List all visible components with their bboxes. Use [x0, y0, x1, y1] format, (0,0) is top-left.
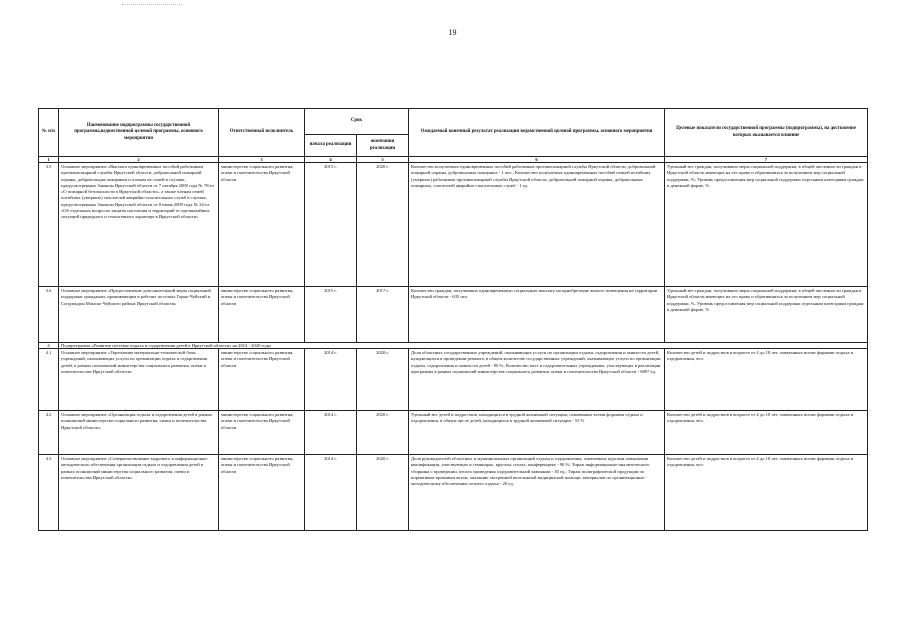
target-indicators: Удельный вес граждан, получивших меры социальной поддержки, в общей численности граждан в Иркутской области,имеющих на это право и обратившихся за получением мер социальной поддержки, %; Уровень предоставления мер социальной поддержки отдельным категориям граждан в денежной форме, %: [665, 163, 868, 287]
row-number: 4.3: [39, 455, 59, 531]
target-indicators: Количество детей и подростков в возрасте от 4 до 18 лет, охваченных всеми формами отдыха и оздоровления, чел.: [665, 455, 868, 531]
executor: министерство социального развития, опеки и попечительства Иркутской области: [219, 163, 305, 287]
start-year: 2015 г.: [305, 163, 357, 287]
col-header-num: № п/п: [39, 109, 59, 157]
table-row: [39, 411, 868, 455]
end-year: 2020 г.: [357, 455, 409, 531]
row-number: 3.5: [39, 163, 59, 287]
executor: министерство социального развития, опеки и попечительства Иркутской области: [219, 349, 305, 411]
start-year: 2014 г.: [305, 455, 357, 531]
executor: министерство социального развития, опеки и попечительства Иркутской области: [219, 287, 305, 343]
column-number: 7: [665, 157, 868, 163]
table-row: [39, 163, 868, 287]
column-number: 6: [409, 157, 665, 163]
col-header-start: начала реализации: [305, 135, 357, 157]
end-year: 2017 г.: [357, 287, 409, 343]
row-number: 4.2: [39, 411, 59, 455]
section-title: Подпрограмма «Развитие системы отдыха и оздоровления детей в Иркутской области» на 2014 - 2020 годы: [59, 343, 868, 349]
executor: министерство социального развития, опеки и попечительства Иркутской области: [219, 411, 305, 455]
col-header-result: Ожидаемый конечный результат реализации ведомственной целевой программы, основного мероприятия: [409, 109, 665, 157]
end-year: 2020 г.: [357, 163, 409, 287]
measure-name: Основное мероприятие «Предоставление дополнительной меры социальной поддержки гражданам, проживающим в рабочих поселках Горно-Чуйский и Согдиондон Мамско-Чуйского района Иркутской области»: [59, 287, 219, 343]
target-indicators: Количество детей и подростков в возрасте от 4 до 18 лет, охваченных всеми формами отдыха и оздоровления, чел.: [665, 349, 868, 411]
expected-result: Количество получаемых единовременных пособий работников противопожарной службы Иркутской области, добровольной пожарной охраны, добровольных пожарных - 1 чел.; Количество получаемых единовременных пособий семьей погибших (умерших) работников противопожарной службы Иркутской области, добровольной пожарной охраны, добровольных пожарных, спасателей аварийно-спасательных служб - 1 ед.: [409, 163, 665, 287]
page-number: 19: [448, 28, 457, 37]
column-number: 1: [39, 157, 59, 163]
measure-name: Основное мероприятие «Организация отдыха и оздоровления детей в рамках полномочий министерства социального развития, опеки и попечительства Иркутской области»: [59, 411, 219, 455]
column-number: 4: [305, 157, 357, 163]
measure-name: Основное мероприятие «Совершенствование кадрового и информационно-методического обеспечения организации отдыха и оздоровления детей в рамках полномочий министерства социального развития, опеки и попечительства Иркутской области»: [59, 455, 219, 531]
program-table-wrap: [38, 108, 867, 531]
target-indicators: Удельный вес граждан, получивших меры социальной поддержки, в общей численности граждан в Иркутской области,имеющих на это право и обратившихся за получением мер социальной поддержки, %. Уровень предоставления мер социальной поддержки отдельным категориям граждан в денежной форме, %: [665, 287, 868, 343]
section-number: 4: [39, 343, 59, 349]
expected-result: Количество граждан, получивших единовременную социальную выплату на приобретение жилого помещения на территории Иркутской области - 635 чел.: [409, 287, 665, 343]
executor: министерство социального развития, опеки и попечительства Иркутской области: [219, 455, 305, 531]
target-indicators: Количество детей и подростков в возрасте от 4 до 18 лет, охваченных всеми формами отдыха и оздоровления, чел.: [665, 411, 868, 455]
end-year: 2020 г.: [357, 349, 409, 411]
column-number: 5: [357, 157, 409, 163]
measure-name: Основное мероприятие «Укрепление материально-технической базы учреждений, оказывающих услуги по организации отдыха и оздоровления детей, в рамках полномочий министерства социального развития, опеки и попечительства Иркутской области»: [59, 349, 219, 411]
table-row: [39, 455, 868, 531]
expected-result: Доля руководителей областных и муниципальных организаций отдыха и оздоровления, охваченных курсами повышения квалификации, участвующих в семинарах, круглых столах, конференциях - 90 %; Тираж информационно-аналитического сборника о проведении, итогах проведения оздоровительной кампании - 30 ед.; Тираж полиграфической продукции по нормативно-правовым актам, оказанию экстренной неотложной медицинской помощи, материалов по организационно-методическому обеспечению летнего отдыха - 20 ед.: [409, 455, 665, 531]
expected-result: Удельный вес детей и подростков, находящихся в трудной жизненной ситуации, охваченных всеми формами отдыха и оздоровления, в общем числе детей, находящихся в трудной жизненной ситуации - 55 %: [409, 411, 665, 455]
expected-result: Доля областных государственных учреждений, оказывающих услуги по организации отдыха, оздоровления и занятости детей, нуждающихся в проведении ремонта, в общем количестве государственных учреждений, оказывающих услуги по организации отдыха, оздоровления и занятости детей - 96 %; Количество мест в оздоровительных учреждениях, участвующих в реализации программы в рамках полномочий министерства социального развития, опеки и попечительства Иркутской области - 6807 ед.: [409, 349, 665, 411]
measure-name: Основное мероприятие «Выплата единовременных пособий работникам противопожарной службы Иркутской области, добровольной пожарной охраны, добровольцам пожарным и членам их семей в случаях, предусмотренных Законом Иркутской области от 7 октября 2008 года № 78-оз «О пожарной безопасности в Иркутской области», а также членам семей погибших (умерших) спасателей аварийно-спасательных служб в случаях, предусмотренных Законом Иркутской области от 8 июня 2009 года № 34-оз «Об отдельных вопросах защиты населения и территорий от чрезвычайных ситуаций природного и техногенного характера в Иркутской области»: [59, 163, 219, 287]
col-header-executor: Ответственный исполнитель: [219, 109, 305, 157]
col-header-term: Срок: [305, 109, 409, 135]
row-number: 4.1: [39, 349, 59, 411]
scan-artifact: [122, 0, 182, 5]
program-table: [38, 108, 868, 531]
start-year: 2015 г.: [305, 287, 357, 343]
column-number: 3: [219, 157, 305, 163]
col-header-name: Наименование подпрограммы государственной программы,ведомственной целевой программы, основного мероприятия: [59, 109, 219, 157]
column-number: 2: [59, 157, 219, 163]
start-year: 2014 г.: [305, 411, 357, 455]
end-year: 2020 г.: [357, 411, 409, 455]
start-year: 2014 г.: [305, 349, 357, 411]
row-number: 3.6: [39, 287, 59, 343]
col-header-end: окончания реализации: [357, 135, 409, 157]
table-row: [39, 349, 868, 411]
table-row: [39, 287, 868, 343]
col-header-indicators: Целевые показатели государственной программы (подпрограммы), на достижение которых оказывается влияние: [665, 109, 868, 157]
